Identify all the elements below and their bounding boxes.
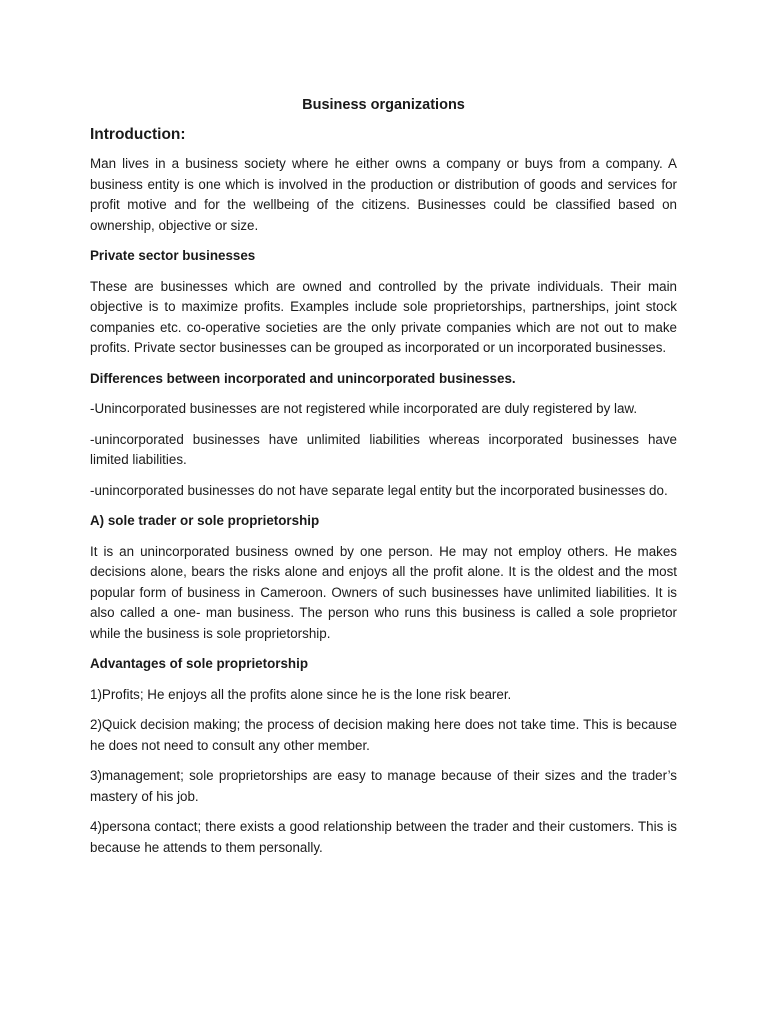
advantage-item: 3)management; sole proprietorships are easy to manage because of their sizes and the trader’s mastery of his job. [90,768,677,804]
document-page [90,95,677,868]
advantage-item: 1)Profits; He enjoys all the profits alone since he is the lone risk bearer. [90,686,512,702]
private-sector-heading: Private sector businesses [90,248,256,263]
document-title: Business organizations [302,97,465,113]
advantage-item: 4)persona contact; there exists a good relationship between the trader and their customers. This is because he attends to them personally. [90,819,677,855]
differences-heading: Differences between incorporated and unincorporated businesses. [90,370,516,386]
private-sector-paragraph: These are businesses which are owned and controlled by the private individuals. Their main objective is to maximize profits. Examples include sole proprietorships, partnerships, joint stock companies etc. co-operative societies are the only private companies which are not out to make profits. Private sector businesses can be grouped as incorporated or un incorporated businesses. [90,278,677,355]
difference-item: -unincorporated businesses do not have separate legal entity but the incorporated businesses do. [90,482,668,498]
difference-item: -Unincorporated businesses are not registered while incorporated are duly registered by law. [90,401,638,416]
sole-trader-paragraph: It is an unincorporated business owned by one person. He may not employ others. He makes decisions alone, bears the risks alone and enjoys all the profit alone. It is the oldest and the most popular form of business in Cameroon. Owners of such businesses have unlimited liabilities. It is also called a one- man business. The person who runs this business is called a sole proprietor while the business is sole proprietorship. [90,543,677,641]
advantages-heading: Advantages of sole proprietorship [90,656,309,671]
introduction-heading: Introduction: [90,126,186,143]
introduction-paragraph: Man lives in a business society where he either owns a company or buys from a company. A business entity is one which is involved in the production or distribution of goods and services for profit motive and for the wellbeing of the citizens. Businesses could be classified based on ownership, objective or size. [90,156,677,233]
sole-trader-heading: A) sole trader or sole proprietorship [90,513,320,528]
difference-item: -unincorporated businesses have unlimited liabilities whereas incorporated businesses have limited liabilities. [90,431,677,467]
advantage-item: 2)Quick decision making; the process of decision making here does not take time. This is because he does not need to consult any other member. [90,717,677,753]
